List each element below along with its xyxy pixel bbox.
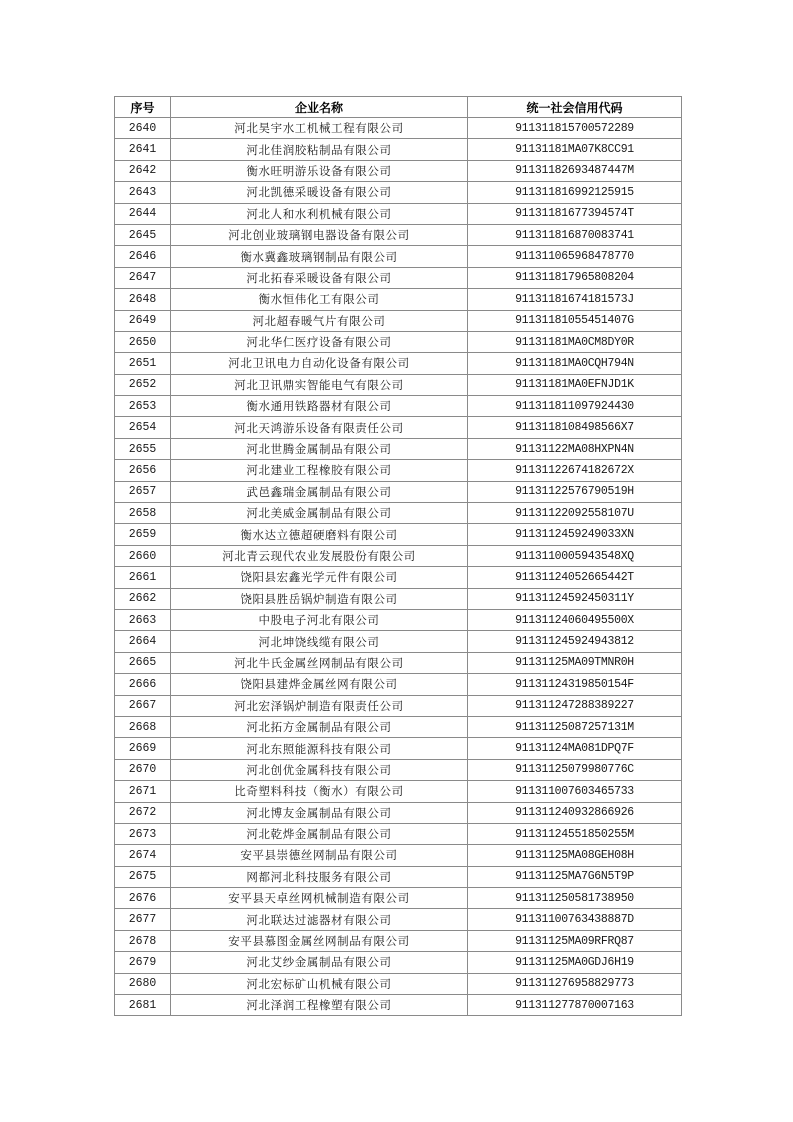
- row-seq-number: 2649: [115, 310, 171, 331]
- row-credit-code: 911311811097924430: [468, 396, 682, 417]
- row-company-name: 河北创优金属科技有限公司: [171, 759, 468, 780]
- row-seq-number: 2663: [115, 609, 171, 630]
- row-credit-code: 911311817965808204: [468, 267, 682, 288]
- row-credit-code: 91131125079980776C: [468, 759, 682, 780]
- row-seq-number: 2654: [115, 417, 171, 438]
- row-seq-number: 2662: [115, 588, 171, 609]
- row-company-name: 河北昊宇水工机械工程有限公司: [171, 118, 468, 139]
- row-seq-number: 2645: [115, 224, 171, 245]
- row-seq-number: 2676: [115, 888, 171, 909]
- row-credit-code: 91131125MA7G6N5T9P: [468, 866, 682, 887]
- table-row: [115, 716, 682, 737]
- table-row: [115, 289, 682, 310]
- row-company-name: 河北人和水利机械有限公司: [171, 203, 468, 224]
- row-seq-number: 2667: [115, 695, 171, 716]
- row-credit-code: 91131182693487447M: [468, 160, 682, 181]
- row-company-name: 河北卫讯鼎实智能电气有限公司: [171, 374, 468, 395]
- row-credit-code: 911311245924943812: [468, 631, 682, 652]
- row-company-name: 饶阳县宏鑫光学元件有限公司: [171, 567, 468, 588]
- row-company-name: 衡水通用铁路器材有限公司: [171, 396, 468, 417]
- row-company-name: 河北博友金属制品有限公司: [171, 802, 468, 823]
- table-row: [115, 695, 682, 716]
- row-company-name: 河北牛氏金属丝网制品有限公司: [171, 652, 468, 673]
- table-row: [115, 674, 682, 695]
- row-seq-number: 2679: [115, 952, 171, 973]
- row-company-name: 河北联达过滤器材有限公司: [171, 909, 468, 930]
- row-credit-code: 91131125MA0GDJ6H19: [468, 952, 682, 973]
- row-company-name: 河北凯德采暖设备有限公司: [171, 182, 468, 203]
- table-row: [115, 224, 682, 245]
- row-company-name: 河北创业玻璃钢电器设备有限公司: [171, 224, 468, 245]
- row-credit-code: 9113112459249033XN: [468, 524, 682, 545]
- row-seq-number: 2646: [115, 246, 171, 267]
- row-credit-code: 91131181055451407G: [468, 310, 682, 331]
- table-row: [115, 353, 682, 374]
- row-credit-code: 91131125MA08GEH08H: [468, 845, 682, 866]
- row-credit-code: 91131181674181573J: [468, 289, 682, 310]
- row-company-name: 河北乾烨金属制品有限公司: [171, 823, 468, 844]
- row-seq-number: 2651: [115, 353, 171, 374]
- row-seq-number: 2670: [115, 759, 171, 780]
- row-company-name: 比奇塑料科技（衡水）有限公司: [171, 781, 468, 802]
- row-credit-code: 91131122MA08HXPN4N: [468, 438, 682, 459]
- row-seq-number: 2644: [115, 203, 171, 224]
- table-row: [115, 545, 682, 566]
- table-row: [115, 524, 682, 545]
- row-credit-code: 911311815700572289: [468, 118, 682, 139]
- row-credit-code: 911311276958829773: [468, 973, 682, 994]
- row-company-name: 河北拓方金属制品有限公司: [171, 716, 468, 737]
- row-seq-number: 2652: [115, 374, 171, 395]
- row-credit-code: 91131181MA07K8CC91: [468, 139, 682, 160]
- row-seq-number: 2680: [115, 973, 171, 994]
- row-credit-code: 911311247288389227: [468, 695, 682, 716]
- row-company-name: 中股电子河北有限公司: [171, 609, 468, 630]
- table-row: [115, 139, 682, 160]
- row-company-name: 河北艾纱金属制品有限公司: [171, 952, 468, 973]
- row-credit-code: 91131125MA09TMNR0H: [468, 652, 682, 673]
- row-company-name: 河北华仁医疗设备有限公司: [171, 331, 468, 352]
- row-credit-code: 91131181MA0EFNJD1K: [468, 374, 682, 395]
- table-row: [115, 845, 682, 866]
- row-company-name: 河北泽润工程橡塑有限公司: [171, 995, 468, 1016]
- table-row: [115, 481, 682, 502]
- row-company-name: 河北建业工程橡胶有限公司: [171, 460, 468, 481]
- row-credit-code: 911311250581738950: [468, 888, 682, 909]
- row-credit-code: 91131125MA09RFRQ87: [468, 930, 682, 951]
- row-seq-number: 2640: [115, 118, 171, 139]
- row-company-name: 饶阳县胜岳锅炉制造有限公司: [171, 588, 468, 609]
- table-row: [115, 609, 682, 630]
- row-seq-number: 2668: [115, 716, 171, 737]
- row-credit-code: 91131125087257131M: [468, 716, 682, 737]
- row-credit-code: 91131181MA0CQH794N: [468, 353, 682, 374]
- enterprise-credit-code-table: [114, 96, 682, 1016]
- table-row: [115, 823, 682, 844]
- row-seq-number: 2657: [115, 481, 171, 502]
- row-seq-number: 2665: [115, 652, 171, 673]
- table-row: [115, 995, 682, 1016]
- table-row: [115, 246, 682, 267]
- header-company-name: 企业名称: [171, 97, 468, 118]
- row-company-name: 河北美威金属制品有限公司: [171, 503, 468, 524]
- row-company-name: 河北拓春采暖设备有限公司: [171, 267, 468, 288]
- row-credit-code: 91131122674182672X: [468, 460, 682, 481]
- row-company-name: 安平县慕图金属丝网制品有限公司: [171, 930, 468, 951]
- table-row: [115, 652, 682, 673]
- row-company-name: 河北佳润胶粘制品有限公司: [171, 139, 468, 160]
- table-row: [115, 396, 682, 417]
- row-credit-code: 91131124592450311Y: [468, 588, 682, 609]
- row-credit-code: 91131181677394574T: [468, 203, 682, 224]
- row-seq-number: 2669: [115, 738, 171, 759]
- table-row: [115, 331, 682, 352]
- table-row: [115, 203, 682, 224]
- table-row: [115, 374, 682, 395]
- row-seq-number: 2674: [115, 845, 171, 866]
- row-company-name: 河北卫讯电力自动化设备有限公司: [171, 353, 468, 374]
- table-row: [115, 503, 682, 524]
- row-company-name: 河北东照能源科技有限公司: [171, 738, 468, 759]
- table-row: [115, 802, 682, 823]
- row-company-name: 衡水冀鑫玻璃钢制品有限公司: [171, 246, 468, 267]
- row-credit-code: 911311816992125915: [468, 182, 682, 203]
- row-seq-number: 2673: [115, 823, 171, 844]
- row-credit-code: 91131100763438887D: [468, 909, 682, 930]
- row-company-name: 河北青云现代农业发展股份有限公司: [171, 545, 468, 566]
- row-seq-number: 2678: [115, 930, 171, 951]
- table-row: [115, 417, 682, 438]
- row-seq-number: 2650: [115, 331, 171, 352]
- row-seq-number: 2677: [115, 909, 171, 930]
- table-row: [115, 952, 682, 973]
- table-header-row: [115, 97, 682, 118]
- row-seq-number: 2642: [115, 160, 171, 181]
- table-body: [115, 118, 682, 1016]
- table-row: [115, 930, 682, 951]
- row-company-name: 武邑鑫瑞金属制品有限公司: [171, 481, 468, 502]
- row-credit-code: 911311240932866926: [468, 802, 682, 823]
- row-credit-code: 91131124060495500X: [468, 609, 682, 630]
- row-company-name: 网都河北科技服务有限公司: [171, 866, 468, 887]
- table-row: [115, 588, 682, 609]
- row-credit-code: 9113118108498566X7: [468, 417, 682, 438]
- row-seq-number: 2647: [115, 267, 171, 288]
- row-seq-number: 2658: [115, 503, 171, 524]
- row-company-name: 河北坤饶线缆有限公司: [171, 631, 468, 652]
- table-row: [115, 866, 682, 887]
- row-seq-number: 2671: [115, 781, 171, 802]
- row-seq-number: 2643: [115, 182, 171, 203]
- row-company-name: 河北超春暖气片有限公司: [171, 310, 468, 331]
- table-row: [115, 160, 682, 181]
- row-seq-number: 2661: [115, 567, 171, 588]
- row-credit-code: 91131122576790519H: [468, 481, 682, 502]
- table-row: [115, 118, 682, 139]
- row-company-name: 河北天鸿游乐设备有限责任公司: [171, 417, 468, 438]
- table-row: [115, 460, 682, 481]
- row-company-name: 饶阳县建烨金属丝网有限公司: [171, 674, 468, 695]
- row-credit-code: 91131124551850255M: [468, 823, 682, 844]
- table-row: [115, 759, 682, 780]
- row-company-name: 安平县天卓丝网机械制造有限公司: [171, 888, 468, 909]
- table-row: [115, 973, 682, 994]
- row-seq-number: 2675: [115, 866, 171, 887]
- row-credit-code: 91131124052665442T: [468, 567, 682, 588]
- table-row: [115, 909, 682, 930]
- header-credit-code: 统一社会信用代码: [468, 97, 682, 118]
- row-company-name: 衡水达立德超硬磨料有限公司: [171, 524, 468, 545]
- row-seq-number: 2681: [115, 995, 171, 1016]
- row-company-name: 河北世腾金属制品有限公司: [171, 438, 468, 459]
- row-seq-number: 2655: [115, 438, 171, 459]
- table-row: [115, 182, 682, 203]
- table-row: [115, 310, 682, 331]
- row-credit-code: 91131122092558107U: [468, 503, 682, 524]
- row-seq-number: 2672: [115, 802, 171, 823]
- table-row: [115, 738, 682, 759]
- row-credit-code: 91131181MA0CM8DY0R: [468, 331, 682, 352]
- row-seq-number: 2656: [115, 460, 171, 481]
- row-seq-number: 2653: [115, 396, 171, 417]
- table-row: [115, 781, 682, 802]
- row-seq-number: 2641: [115, 139, 171, 160]
- table-row: [115, 631, 682, 652]
- row-seq-number: 2659: [115, 524, 171, 545]
- row-credit-code: 911311007603465733: [468, 781, 682, 802]
- table-row: [115, 567, 682, 588]
- row-company-name: 衡水旺明游乐设备有限公司: [171, 160, 468, 181]
- row-credit-code: 91131124MA081DPQ7F: [468, 738, 682, 759]
- row-credit-code: 911311816870083741: [468, 224, 682, 245]
- row-company-name: 河北宏标矿山机械有限公司: [171, 973, 468, 994]
- row-seq-number: 2660: [115, 545, 171, 566]
- row-credit-code: 9113110005943548XQ: [468, 545, 682, 566]
- row-seq-number: 2648: [115, 289, 171, 310]
- header-seq: 序号: [115, 97, 171, 118]
- row-seq-number: 2664: [115, 631, 171, 652]
- row-company-name: 河北宏泽锅炉制造有限责任公司: [171, 695, 468, 716]
- table-row: [115, 438, 682, 459]
- row-credit-code: 91131124319850154F: [468, 674, 682, 695]
- row-company-name: 安平县崇德丝网制品有限公司: [171, 845, 468, 866]
- row-seq-number: 2666: [115, 674, 171, 695]
- row-company-name: 衡水恒伟化工有限公司: [171, 289, 468, 310]
- row-credit-code: 911311277870007163: [468, 995, 682, 1016]
- table-row: [115, 888, 682, 909]
- row-credit-code: 911311065968478770: [468, 246, 682, 267]
- table-row: [115, 267, 682, 288]
